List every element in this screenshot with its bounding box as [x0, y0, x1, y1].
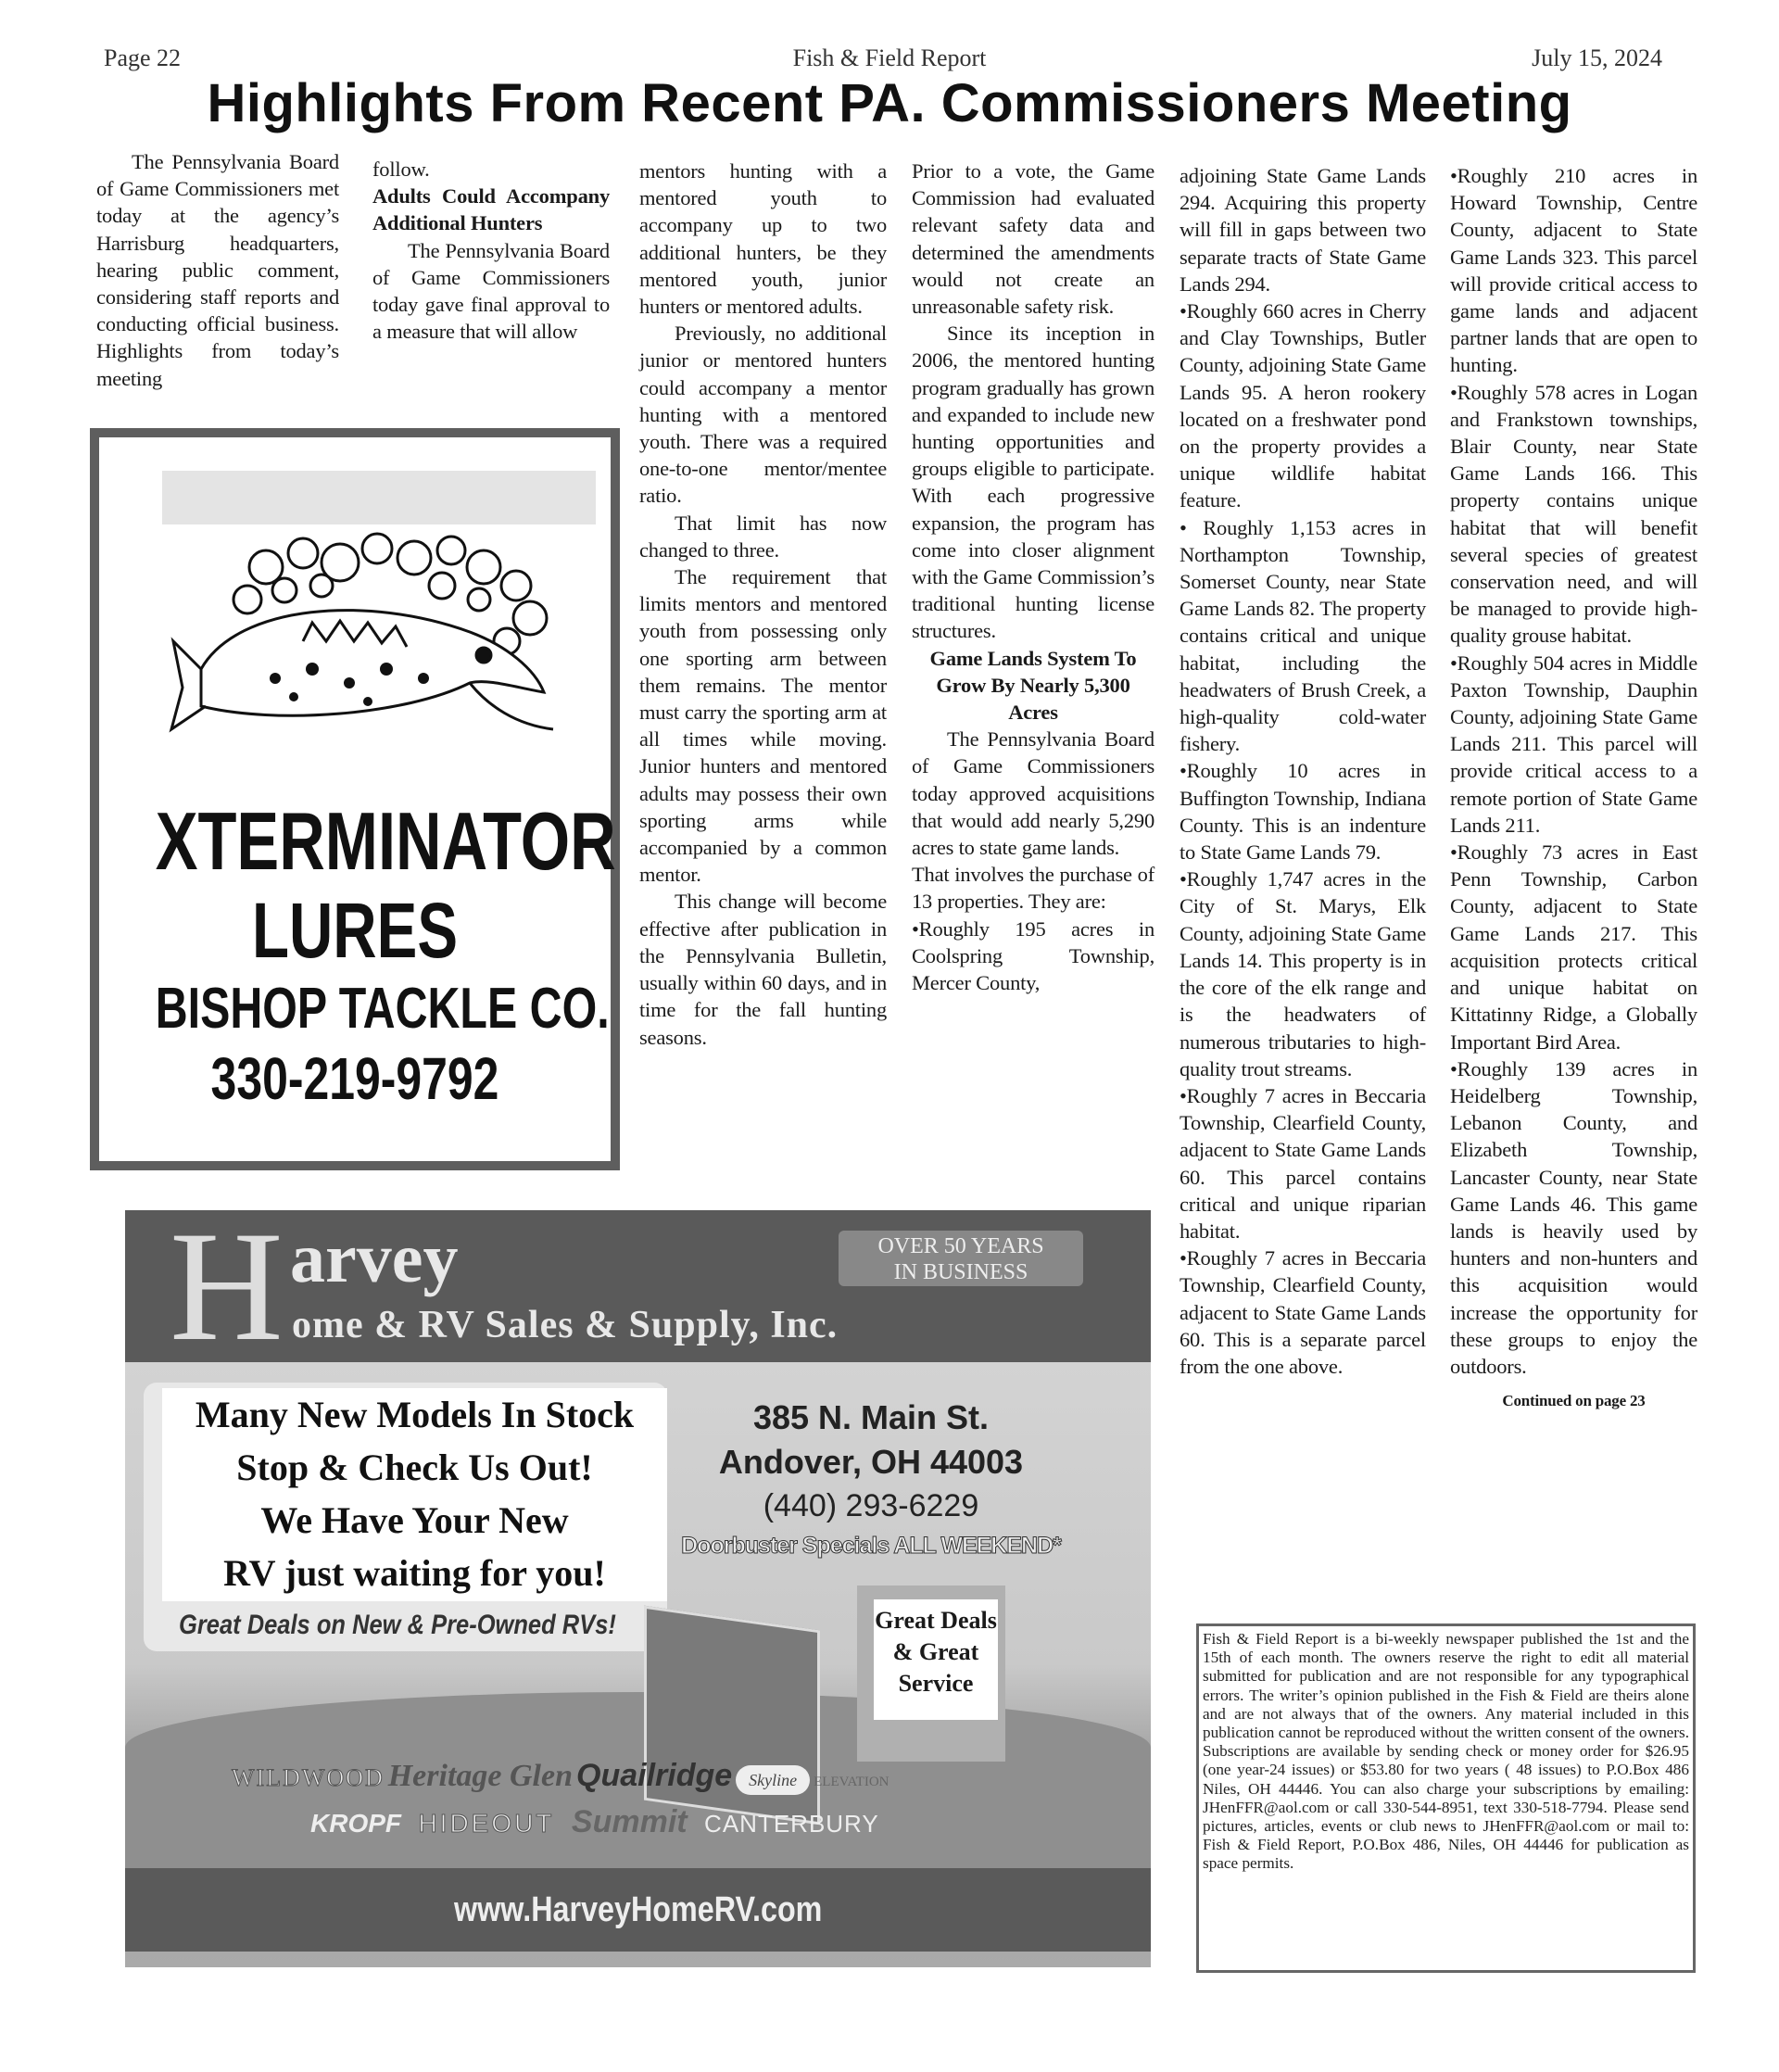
- issue-date: July 15, 2024: [1532, 44, 1662, 71]
- doorbuster-text: Doorbuster Specials ALL WEEKEND*: [681, 1533, 1061, 1559]
- brand-logo: KROPF: [310, 1809, 401, 1838]
- publication-info-box: Fish & Field Report is a bi-weekly newspaper published the 1st and the 15th of each month. The owners reserve the right to edit all material submitted for publication and are not responsible for any typographical errors. The writer’s opinion published in the Fish & Field are theirs alone and are not always that of the owners. Any material included in this publication cannot be reproduced without the written consent of the owners. Subscriptions are available by sending check or money order for $26.95 (one year-24 issues) or $53.80 for two years ( 48 issues) to P.O.Box 486 Niles, OH 44446. You can also charge your subscriptions by emailing: JHenFFR@aol.com or call 330-544-8951, text 330-518-7794. Please send pictures, articles, events or club news to JHenFFR@aol.com or mail to: Fish & Field Report, P.O.Box 486, Niles, OH 44446 for publication as space permits.: [1196, 1623, 1696, 1973]
- continued-note: Continued on page 23: [1502, 1392, 1646, 1410]
- list-item: •Roughly 578 acres in Logan and Frankstown townships, Blair County, near State Game Lands 166. This property contains unique habitat that will benefit several species of greatest conservation need, and will be managed to provide high-quality grouse habitat.: [1450, 380, 1697, 648]
- list-item: •Roughly 7 acres in Beccaria Township, Clearfield County, adjacent to State Game Lands 60. This is a separate parcel from the one above.: [1180, 1246, 1426, 1378]
- list-item: •Roughly 210 acres in Howard Township, Centre County, adjacent to State Game Lands 323. This parcel will provide critical access to game lands and adjacent partner lands that are open to hunting.: [1450, 164, 1697, 377]
- publication-name: Fish & Field Report: [792, 44, 987, 71]
- brand-name: XTERMINATOR: [155, 795, 616, 887]
- logo-word: arvey: [290, 1219, 459, 1297]
- years-badge: [839, 1231, 1083, 1286]
- article-column-6: [1450, 162, 1697, 1414]
- paragraph: The Pennsylvania Board of Game Commissioners today approved acquisitions that would add nearly 5,290 acres to state game lands.: [912, 727, 1154, 860]
- page-number: Page 22: [104, 44, 182, 71]
- xterminator-lures-ad: [90, 428, 620, 1170]
- ad-banner-placeholder: [162, 471, 596, 524]
- article-column-2: [372, 156, 610, 345]
- store-address: [681, 1396, 1061, 1559]
- subheading: Adults Could Accompany Additional Hunters: [372, 184, 610, 235]
- address-line: Andover, OH 44003: [718, 1443, 1024, 1481]
- sign-line: & Great: [892, 1638, 979, 1665]
- paragraph: Prior to a vote, the Game Commission had evaluated relevant safety data and determined the amendments would not create an unreasonable safety risk.: [912, 159, 1154, 319]
- harvey-rv-ad: [125, 1210, 1151, 1967]
- paragraph: Previously, no additional junior or mentored hunters could accompany a mentor hunting with a mentored youth. There was a required one-to-one mentor/mentee ratio.: [639, 322, 887, 508]
- brand-logo: Heritage Glen: [387, 1759, 573, 1793]
- website-band: [125, 1868, 1151, 1952]
- pitch-box: [162, 1388, 667, 1601]
- pitch-line: We Have Your New: [260, 1499, 569, 1541]
- sign-line: Great Deals: [875, 1607, 997, 1634]
- badge-line: IN BUSINESS: [893, 1260, 1028, 1284]
- brand-logo: Quailridge: [576, 1758, 733, 1793]
- paragraph: mentors hunting with a mentored youth to accompany up to two additional hunters, be they mentored youth, junior hunters or mentored adults.: [639, 159, 887, 319]
- article-column-1: [96, 148, 339, 392]
- fish-illustration-icon: [164, 530, 581, 762]
- company-name: ome & RV Sales & Supply, Inc.: [292, 1304, 839, 1346]
- list-item: •Roughly 73 acres in East Penn Township, Carbon County, adjacent to State Game Lands 217. This acquisition protects critical and unique habitat on Kittatinny Ridge, a Globally Important Bird Area.: [1450, 840, 1697, 1054]
- brand-logo: Summit: [571, 1804, 688, 1839]
- logo-letter: H: [170, 1210, 284, 1373]
- paragraph: follow.: [372, 158, 430, 181]
- list-item: •Roughly 660 acres in Cherry and Clay Townships, Butler County, adjoining State Game Lands 95. A heron rookery located on a freshwater pond on the property provides a unique wildlife habitat feature.: [1180, 299, 1426, 512]
- address-line: 385 N. Main St.: [752, 1398, 990, 1436]
- brand-logo: ELEVATION: [814, 1775, 890, 1789]
- paragraph: The requirement that limits mentors and mentored youth from possessing only one sporting arm between them remains. The mentor must carry the sporting arm at all times while moving. Junior hunters and mentored adults may possess their own sporting arms while accompanied by a common mentor.: [639, 565, 887, 887]
- website-link[interactable]: www.HarveyHomeRV.com: [453, 1890, 823, 1929]
- brand-logo: WILDWOOD: [232, 1764, 385, 1791]
- signboard-text: [874, 1599, 998, 1720]
- sign-line: Service: [898, 1670, 974, 1697]
- brand-logo: HIDEOUT: [418, 1809, 555, 1838]
- list-item: • Roughly 1,153 acres in Northampton Township, Somerset County, near State Game Lands 82. The property contains critical and unique habitat, including the headwaters of Brush Creek, a high-quality cold-water fishery.: [1180, 515, 1426, 756]
- headline: Highlights From Recent PA. Commissioners Meeting: [207, 73, 1572, 133]
- list-item: adjoining State Game Lands 294. Acquiring this property will fill in gaps between two separate tracts of State Game Lands 294.: [1180, 164, 1426, 296]
- list-item: •Roughly 7 acres in Beccaria Township, Clearfield County, adjacent to State Game Lands 60. This parcel contains critical and unique riparian habitat.: [1180, 1083, 1426, 1243]
- paragraph: That limit has now changed to three.: [639, 511, 887, 562]
- brand-logos-row-1: [232, 1757, 890, 1800]
- paragraph: Since its inception in 2006, the mentored hunting program gradually has grown and expanded to include new hunting opportunities and groups eligible to participate. With each progressive expansion, the program has come into closer alignment with the Game Commission’s traditional hunting license structures.: [912, 322, 1154, 643]
- paragraph: That involves the purchase of 13 properties. They are:: [912, 863, 1154, 914]
- store-phone: (440) 293-6229: [763, 1488, 979, 1523]
- list-item: •Roughly 139 acres in Heidelberg Township, Lebanon County, and Elizabeth Township, Lancaster County, near State Game Lands 46. This game lands is heavily used by hunters and non-hunters and this acquisition would increase the opportunity for these groups to enjoy the outdoors.: [1450, 1056, 1697, 1378]
- pitch-line: Stop & Check Us Out!: [236, 1447, 593, 1488]
- deals-tagline: Great Deals on New & Pre-Owned RVs!: [179, 1610, 616, 1640]
- list-item: •Roughly 1,747 acres in the City of St. Marys, Elk County, adjoining State Game Lands 14. This property is in the core of the elk range and is the headwaters of numerous tributaries to high-quality trout streams.: [1180, 867, 1426, 1080]
- brand-subtitle: LURES: [251, 887, 459, 974]
- list-item: •Roughly 504 acres in Middle Paxton Township, Dauphin County, adjoining State Game Lands 211. This parcel will provide critical access to a remote portion of State Game Lands 211.: [1450, 651, 1697, 837]
- article-column-5: [1180, 162, 1426, 1380]
- brand-logo: Skyline: [736, 1765, 810, 1795]
- badge-line: OVER 50 YEARS: [877, 1234, 1044, 1258]
- paragraph: The Pennsylvania Board of Game Commissioners today gave final approval to a measure that will allow: [372, 238, 610, 344]
- brand-logos-row-2: [310, 1803, 879, 1847]
- paragraph: This change will become effective after publication in the Pennsylvania Bulletin, usually within 60 days, and in time for the fall hunting seasons.: [639, 890, 887, 1049]
- paragraph: The Pennsylvania Board of Game Commissioners met today at the agency’s Harrisburg headquarters, hearing public comment, considering staff reports and conducting official business. Highlights from today’s meeting: [96, 150, 339, 390]
- pitch-line: Many New Models In Stock: [195, 1394, 635, 1435]
- article-column-4: [912, 158, 1154, 996]
- phone-number: 330-219-9792: [210, 1045, 499, 1112]
- list-item: •Roughly 10 acres in Buffington Township, Indiana County. This is an indenture to State Game Lands 79.: [1180, 759, 1426, 865]
- pitch-line: RV just waiting for you!: [223, 1552, 606, 1594]
- article-column-3: [639, 158, 887, 1051]
- paragraph: •Roughly 195 acres in Coolspring Township, Mercer County,: [912, 916, 1154, 995]
- company-name: BISHOP TACKLE CO.: [155, 977, 610, 1041]
- subheading: Game Lands System To Grow By Nearly 5,300 Acres: [929, 646, 1137, 725]
- brand-logo: CANTERBURY: [704, 1810, 879, 1838]
